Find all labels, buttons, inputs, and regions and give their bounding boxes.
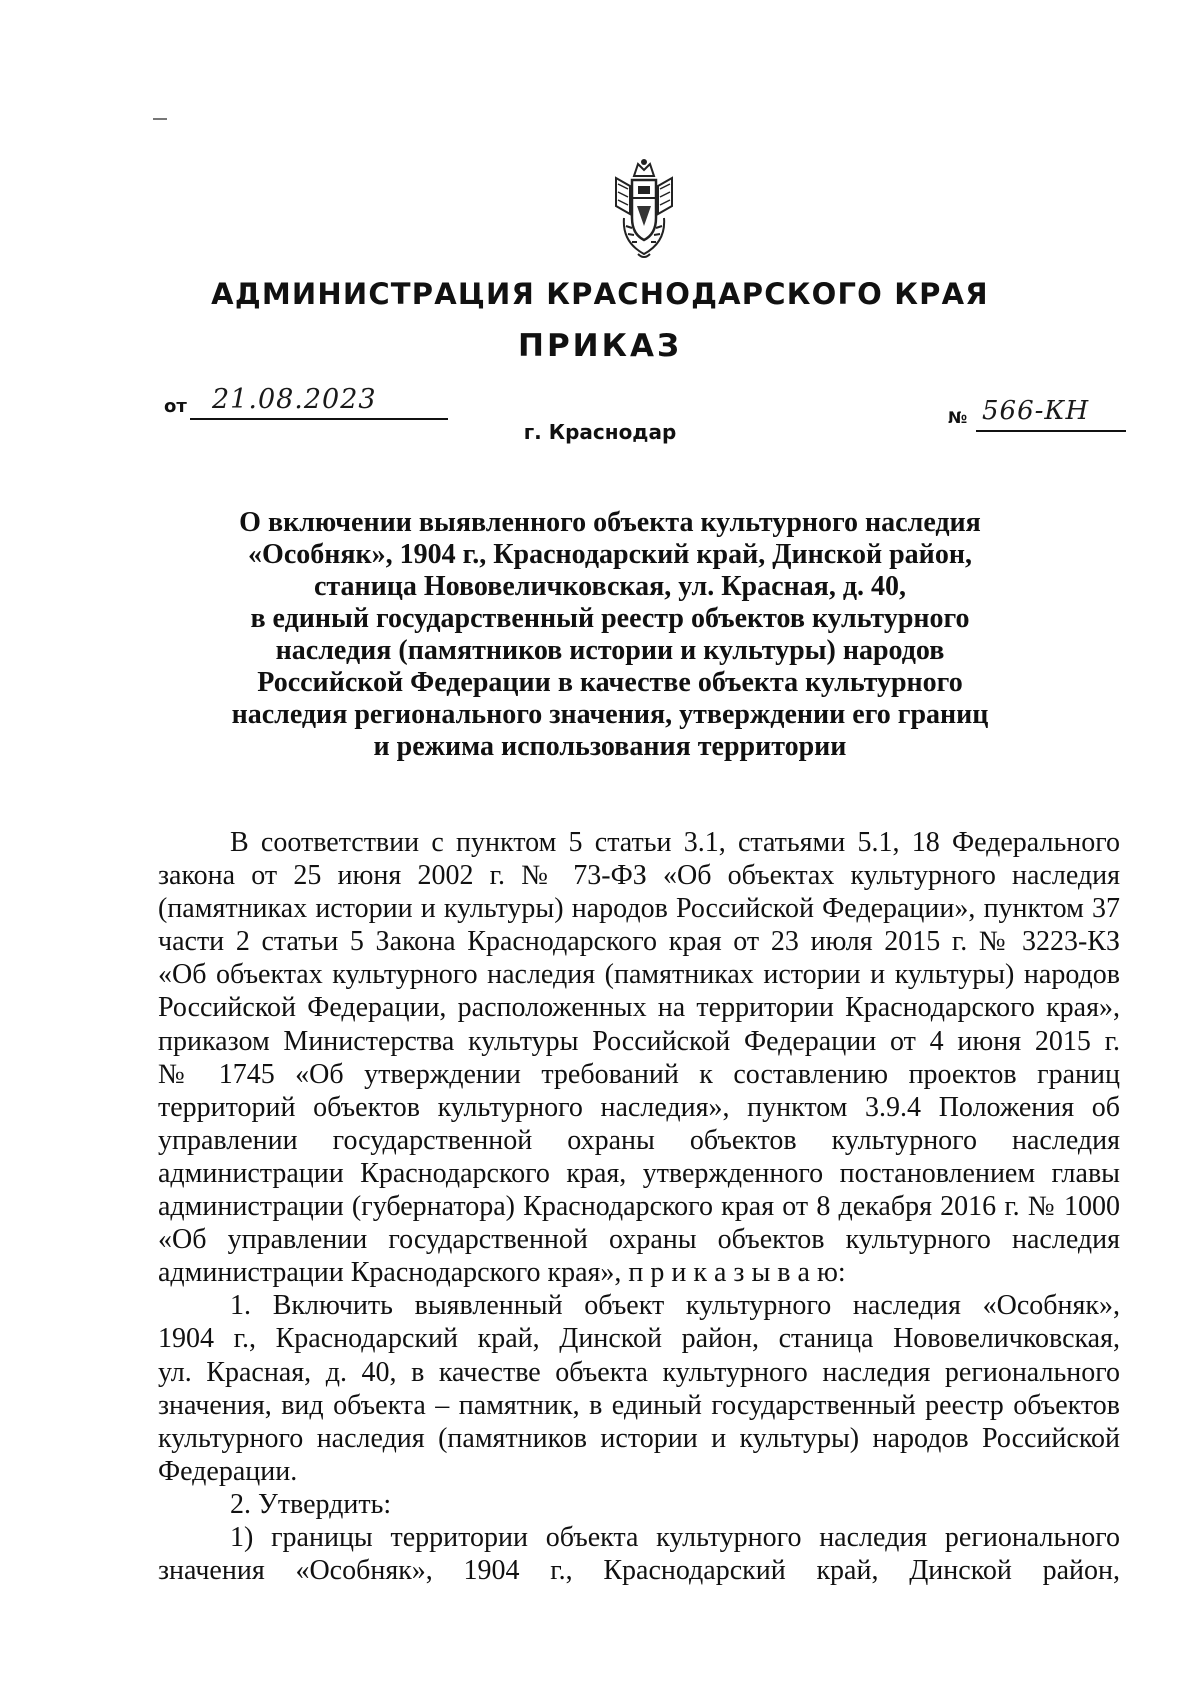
body-line: значения «Особняк», 1904 г., Краснодарский край, Динской район,	[158, 1555, 1120, 1587]
subject-line: наследия регионального значения, утверждении его границ	[231, 699, 989, 730]
coat-of-arms-icon	[604, 158, 684, 262]
subject-line: в единый государственный реестр объектов культурного	[250, 603, 970, 634]
document-subject	[190, 507, 1030, 763]
body-line: «Об объектах культурного наследия (памятниках истории и культуры) народов	[158, 959, 1120, 991]
subject-line: наследия (памятников истории и культуры) народов	[275, 635, 945, 666]
body-line: значения, вид объекта – памятник, в единый государственный реестр объектов	[158, 1389, 1120, 1421]
handwritten-number: 566-КН	[982, 396, 1090, 426]
document-type: ПРИКАЗ	[518, 328, 682, 364]
body-line: 1904 г., Краснодарский край, Динской район, станица Нововеличковская,	[158, 1323, 1120, 1355]
scan-mark	[153, 118, 167, 120]
number-field	[948, 396, 1128, 436]
body-line: Федерации.	[158, 1455, 298, 1487]
body-line: администрации Краснодарского края, утвержденного постановлением главы	[158, 1157, 1120, 1189]
body-line: приказом Министерства культуры Российской Федерации от 4 июня 2015 г.	[158, 1025, 1120, 1057]
body-line: Российской Федерации, расположенных на территории Краснодарского края»,	[158, 992, 1120, 1024]
subject-line: «Особняк», 1904 г., Краснодарский край, Динской район,	[248, 539, 972, 570]
body-line: управлении государственной охраны объектов культурного наследия	[158, 1124, 1120, 1156]
body-line: 1. Включить выявленный объект культурного наследия «Особняк»,	[230, 1290, 1120, 1322]
handwritten-date: 21.08.2023	[212, 384, 377, 415]
body-line: культурного наследия (памятников истории и культуры) народов Российской	[158, 1422, 1120, 1454]
subject-line: О включении выявленного объекта культурного наследия	[239, 507, 981, 538]
body-line: администрации (губернатора) Краснодарского края от 8 декабря 2016 г. № 1000	[158, 1191, 1120, 1223]
date-label: от	[164, 396, 187, 417]
body-line: части 2 статьи 5 Закона Краснодарского края от 23 июля 2015 г. № 3223-КЗ	[158, 926, 1120, 958]
body-line: закона от 25 июня 2002 г. № 73-ФЗ «Об объектах культурного наследия	[158, 860, 1120, 892]
organization-title: АДМИНИСТРАЦИЯ КРАСНОДАРСКОГО КРАЯ	[211, 277, 989, 311]
date-field	[160, 384, 450, 424]
subject-line: станица Нововеличковская, ул. Красная, д. 40,	[314, 571, 906, 602]
subject-line: Российской Федерации в качестве объекта культурного	[257, 667, 963, 698]
body-line: администрации Краснодарского края», п р и к а з ы в а ю:	[158, 1257, 846, 1289]
body-line: 2. Утвердить:	[230, 1488, 392, 1520]
body-line: 1) границы территории объекта культурного наследия регионального	[230, 1521, 1120, 1553]
body-line: территорий объектов культурного наследия», пунктом 3.9.4 Положения об	[158, 1091, 1120, 1123]
city: г. Краснодар	[523, 420, 677, 444]
body-line: (памятниках истории и культуры) народов Российской Федерации», пунктом 37	[158, 893, 1120, 925]
body-line: В соответствии с пунктом 5 статьи 3.1, статьями 5.1, 18 Федерального	[230, 827, 1120, 858]
number-label: №	[948, 408, 968, 427]
body-line: № 1745 «Об утверждении требований к составлению проектов границ	[158, 1058, 1120, 1090]
body-line: ул. Красная, д. 40, в качестве объекта культурного наследия регионального	[158, 1356, 1120, 1388]
number-underline	[976, 430, 1126, 432]
document-body	[158, 826, 1120, 1587]
subject-line: и режима использования территории	[373, 731, 847, 762]
body-line: «Об управлении государственной охраны объектов культурного наследия	[158, 1224, 1120, 1256]
